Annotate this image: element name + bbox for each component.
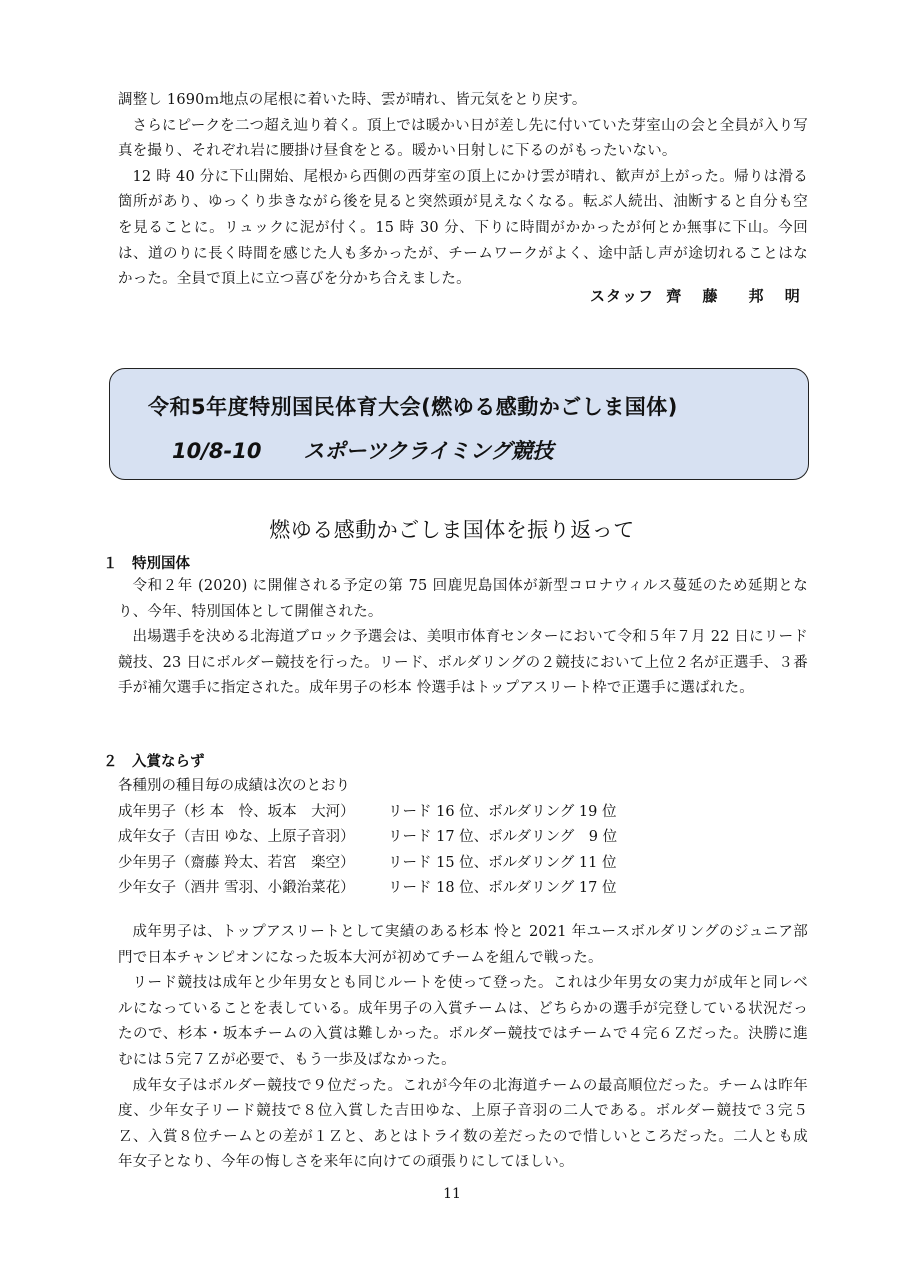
result-value: リード 16 位、ボルダリング 19 位 <box>388 803 617 820</box>
result-category: 成年女子（吉田 ゆな、上原子音羽） <box>118 829 355 846</box>
section2-paragraph-3: 成年女子はボルダー競技で９位だった。これが今年の北海道チームの最高順位だった。チームは昨年度、少年女子リード競技で８位入賞した吉田ゆな、上原子音羽の二人である。ボルダー競技で３完５Ｚ、入賞８位チームとの差が１Ｚと、あとはトライ数の差だったので惜しいところだった。二人とも成年女子となり、今年の悔しさを来年に向けての頑張りにしてほしい。 <box>118 1077 808 1171</box>
result-value: リード 15 位、ボルダリング 11 位 <box>388 854 617 871</box>
article-subtitle: 燃ゆる感動かごしま国体を振り返って <box>269 518 635 542</box>
banner-dates: 10/8-10 <box>172 439 262 463</box>
result-row <box>118 800 617 826</box>
intro-paragraph-3: 12 時 40 分に下山開始、尾根から西側の西芽室の頂上にかけ雲が晴れ、歓声が上がった。帰りは滑る箇所があり、ゆっくり歩きながら後を見ると突然頭が見えなくなる。転ぶ人続出、油断すると自分も空を見ることに。リュックに泥が付く。15 時 30 分、下りに時間がかかったが何とか無事に下山。今回は、道のりに長く時間を感じた人も多かったが、チームワークがよく、途中話し声が途切れることはなかった。全員で頂上に立つ喜びを分かち合えました。 <box>118 168 808 288</box>
section1-heading: １ 特別国体 <box>103 556 190 572</box>
staff-label: スタッフ <box>590 287 655 305</box>
section1-paragraph-2: 出場選手を決める北海道ブロック予選会は、美唄市体育センターにおいて令和５年７月 22 日にリード競技、23 日にボルダー競技を行った。リード、ボルダリングの２競技において上位２名が正選手、３番手が補欠選手に指定された。成年男子の杉本 怜選手はトップアスリート枠で正選手に選ばれた。 <box>118 629 808 697</box>
title-banner <box>109 368 809 480</box>
staff-signature <box>590 285 808 306</box>
result-row <box>118 851 617 877</box>
result-value: リード 17 位、ボルダリング 9 位 <box>388 829 618 846</box>
section1-paragraph-1: 令和２年 (2020) に開催される予定の第 75 回鹿児島国体が新型コロナウィルス蔓延のため延期となり、今年、特別国体として開催された。 <box>118 578 808 620</box>
result-value: リード 18 位、ボルダリング 17 位 <box>388 880 617 897</box>
section2-paragraph-1: 成年男子は、トップアスリートとして実績のある杉本 怜と 2021 年ユースボルダリングのジュニア部門で日本チャンピオンになった坂本大河が初めてチームを組んで戦った。 <box>118 924 808 966</box>
page-number: 11 <box>443 1186 461 1202</box>
intro-paragraph-2: さらにピークを二つ超え辿り着く。頂上では暖かい日が差し先に付いていた芽室山の会と全員が入り写真を撮り、それぞれ岩に腰掛け昼食をとる。暖かい日射しに下るのがもったいない。 <box>118 117 808 160</box>
section2-paragraph-2: リード競技は成年と少年男女とも同じルートを使って登った。これは少年男女の実力が成年と同レベルになっていることを表している。成年男子の入賞チームは、どちらかの選手が完登している状況だったので、杉本・坂本チームの入賞は難しかった。ボルダー競技ではチームで４完６Ｚだった。決勝に進むには５完７Ｚが必要で、もう一歩及ばなかった。 <box>118 975 808 1068</box>
result-category: 少年男子（齋藤 羚太、若宮 楽空） <box>118 854 355 871</box>
results-list <box>118 774 617 902</box>
result-category: 成年男子（杉 本 怜、坂本 大河） <box>118 803 355 820</box>
banner-title: 令和5年度特別国民体育大会(燃ゆる感動かごしま国体) <box>148 395 678 419</box>
results-intro: 各種別の種目毎の成績は次のとおり <box>118 778 350 794</box>
banner-event: スポーツクライミング競技 <box>303 439 554 463</box>
intro-paragraph-1: 調整し 1690ｍ地点の尾根に着いた時、雲が晴れ、皆元気をとり戻す。 <box>118 92 587 108</box>
section2-heading: ２ 入賞ならず <box>103 754 205 770</box>
result-category: 少年女子（酒井 雪羽、小鍛治菜花） <box>118 880 355 897</box>
result-row <box>118 825 617 851</box>
staff-name: 齊 藤 邦 明 <box>666 287 808 305</box>
result-row <box>118 876 617 902</box>
banner-event-line <box>172 435 553 465</box>
